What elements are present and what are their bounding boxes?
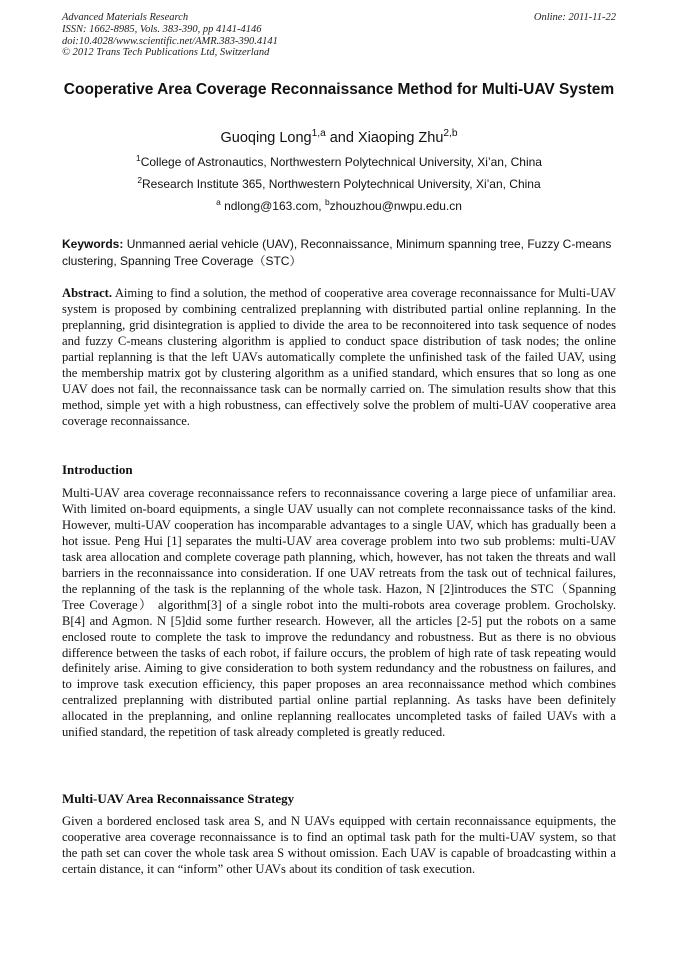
doi-line[interactable]: doi:10.4028/www.scientific.net/AMR.383-390.4141 <box>62 35 278 47</box>
email-b[interactable]: zhouzhou@nwpu.edu.cn <box>329 199 462 213</box>
abstract-label: Abstract. <box>62 286 113 300</box>
author-2: Xiaoping Zhu <box>357 130 444 146</box>
copyright-line: © 2012 Trans Tech Publications Ltd, Switzerland <box>62 47 270 59</box>
email-b-sup: b <box>324 197 330 207</box>
author-1: Guoqing Long <box>220 130 312 146</box>
affiliation-1 <box>62 155 616 169</box>
email-line <box>62 199 616 213</box>
affiliation-1-text: College of Astronautics, Northwestern Polytechnical University, Xi’an, China <box>140 155 542 169</box>
strategy-text: Given a bordered enclosed task area S, and N UAVs equipped with certain reconnaissance equipments, the cooperative area coverage reconnaissance is to find an optimal task path for the multi-UAV system, so that the path set can cover the whole task area S without omission. Each UAV is capable of broadcasting within a certain distance, it can “inform” other UAVs about its condition of task execution. <box>62 814 616 876</box>
author-and: and <box>325 130 358 146</box>
affiliation-2 <box>62 177 616 191</box>
issn-line: ISSN: 1662-8985, Vols. 383-390, pp 4141-4146 <box>62 23 262 35</box>
affiliation-1-sup: 1 <box>136 153 141 163</box>
abstract-text: Aiming to find a solution, the method of cooperative area coverage reconnaissance for Multi-UAV system is proposed by combining centralized preplanning with distributed partial online replanning. In the preplanning, grid disintegration is applied to divide the area to be reconnoitered into task sequence of nodes and fuzzy C-means clustering algorithm is applied to conduct space distribution of task nodes; the online partial replanning is that the left UAVs automatically complete the unfinished task of the failed UAV, using the membership matrix got by clustering algorithm as a unified standard, which ensures that so long as one UAV does not fail, the reconnaissance task can be normally carried on. The simulation results show that this method, simple yet with a high robustness, can effectively solve the problem of multi-UAV cooperative area coverage reconnaissance. <box>62 286 616 428</box>
author-1-sup: 1,a <box>311 128 326 140</box>
abstract <box>62 286 616 430</box>
keywords-text: Unmanned aerial vehicle (UAV), Reconnaissance, Minimum spanning tree, Fuzzy C-means clustering, Spanning Tree Coverage（STC） <box>62 237 612 268</box>
keywords-label: Keywords: <box>62 237 124 251</box>
paper-title: Cooperative Area Coverage Reconnaissance Method for Multi-UAV System <box>63 81 615 98</box>
email-a-sup: a <box>216 197 221 207</box>
strategy-heading: Multi-UAV Area Reconnaissance Strategy <box>62 791 295 806</box>
journal-name: Advanced Materials Research <box>62 12 189 23</box>
affiliation-2-sup: 2 <box>137 175 143 185</box>
introduction-text: Multi-UAV area coverage reconnaissance refers to reconnaissance covering a large piece of unfamiliar area. With limited on-board equipments, a single UAV usually can not complete reconnaissance tasks of the kind. However, multi-UAV cooperation has incomparable advantages to a single UAV, which has gradually been a hot issue. Peng Hui [1] separates the multi-UAV area coverage problem into two sub problems: multi-UAV task area allocation and complete coverage path planning, which, however, has not taken the threats and wall barriers in the reconnaissance into consideration. If one UAV retreats from the task out of technical failures, the replanning of the task is the replanning of the whole task. Hazon, N [2]introduces the STC（Spanning Tree Coverage） algorithm[3] of a single robot into the multi-robots area coverage problem. Grocholsky. B[4] and Agmon. N [5]did some further research. However, all the articles [2-5] put the robots on a same enclosed route to complete the task to improve the redundancy and robustness. But as there is no obvious difference between the tasks of each robot, if failure occurs, the problem of high rate of task repeating would definitely arise. Aiming to give consideration to both system redundancy and the robustness on failures, and to improve task execution efficiency, this paper proposes an area reconnaissance method which combines centralized preplanning with distributed partial online partial replanning. As tasks have been definitely allocated in the preplanning, and online replanning reallocates uncompleted tasks of failed UAVs with a unified standard, the repetition of task already completed is greatly reduced. <box>62 486 616 740</box>
author-line <box>62 130 616 146</box>
online-date: Online: 2011-11-22 <box>533 12 616 23</box>
affiliation-2-text: Research Institute 365, Northwestern Polytechnical University, Xi’an, China <box>142 177 541 191</box>
email-a[interactable]: ndlong@163.com, <box>220 199 325 213</box>
introduction-heading: Introduction <box>62 462 133 477</box>
journal-header <box>62 12 616 59</box>
keywords <box>62 236 616 270</box>
author-2-sup: 2,b <box>443 128 458 140</box>
